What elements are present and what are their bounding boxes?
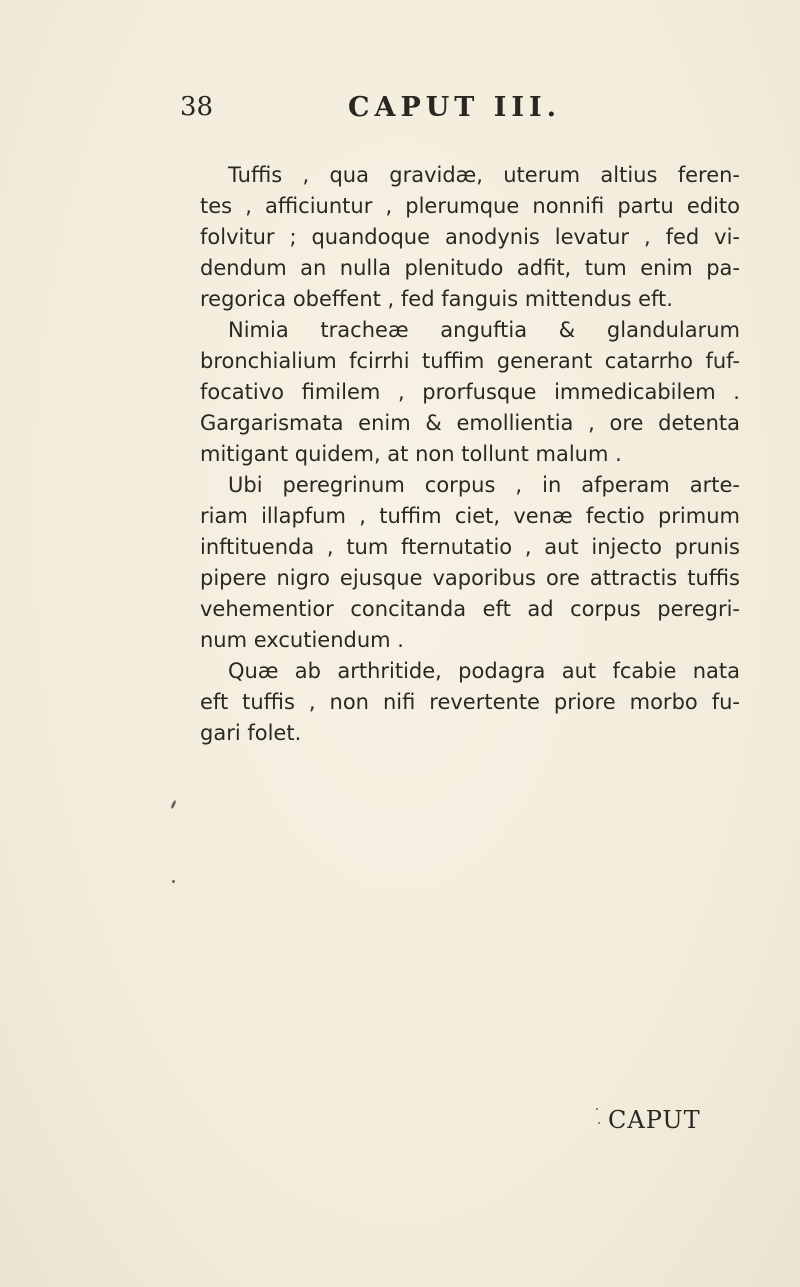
paper-speck <box>170 800 177 809</box>
text-line: Quæ ab arthritide, podagra aut fcabie nata <box>228 659 740 683</box>
text-line: Ubi peregrinum corpus , in afperam arte- <box>228 473 740 497</box>
text-line: regorica obeffent , fed fanguis mittendus eft. <box>200 287 673 311</box>
text-line: Gargarismata enim & emollientia , ore detenta <box>200 411 740 435</box>
page-number: 38 <box>180 92 214 122</box>
text-line: riam illapfum , tuffim ciet, venæ fectio primum <box>200 504 740 528</box>
text-line: bronchialium fcirrhi tuffim generant catarrho fuf- <box>200 349 740 373</box>
text-line: vehementior concitanda eft ad corpus peregri- <box>200 597 740 621</box>
paper-speck <box>172 880 175 883</box>
page-header <box>0 92 800 132</box>
text-line: folvitur ; quandoque anodynis levatur , fed vi- <box>200 225 740 249</box>
paper-speck <box>598 1122 600 1124</box>
text-line: num excutiendum . <box>200 628 404 652</box>
text-line: Tuffis , qua gravidæ, uterum altius feren- <box>228 163 740 187</box>
text-line: pipere nigro ejusque vaporibus ore attractis tuffis <box>200 566 740 590</box>
text-line: Nimia tracheæ anguftia & glandularum <box>228 318 740 342</box>
text-line: focativo fimilem , prorfusque immedicabilem . <box>200 380 740 404</box>
text-line: dendum an nulla plenitudo adfit, tum enim pa- <box>200 256 740 280</box>
paper-speck <box>596 1108 598 1110</box>
text-line: tes , afficiuntur , plerumque nonnifi partu edito <box>200 194 740 218</box>
text-line: gari folet. <box>200 721 302 745</box>
text-line: mitigant quidem, at non tollunt malum . <box>200 442 622 466</box>
running-head: CAPUT III. <box>348 92 562 123</box>
text-line: eft tuffis , non nifi revertente priore morbo fu- <box>200 690 740 714</box>
catchword: CAPUT <box>608 1106 701 1134</box>
body-text <box>200 160 740 749</box>
text-line: inftituenda , tum fternutatio , aut injecto prunis <box>200 535 740 559</box>
